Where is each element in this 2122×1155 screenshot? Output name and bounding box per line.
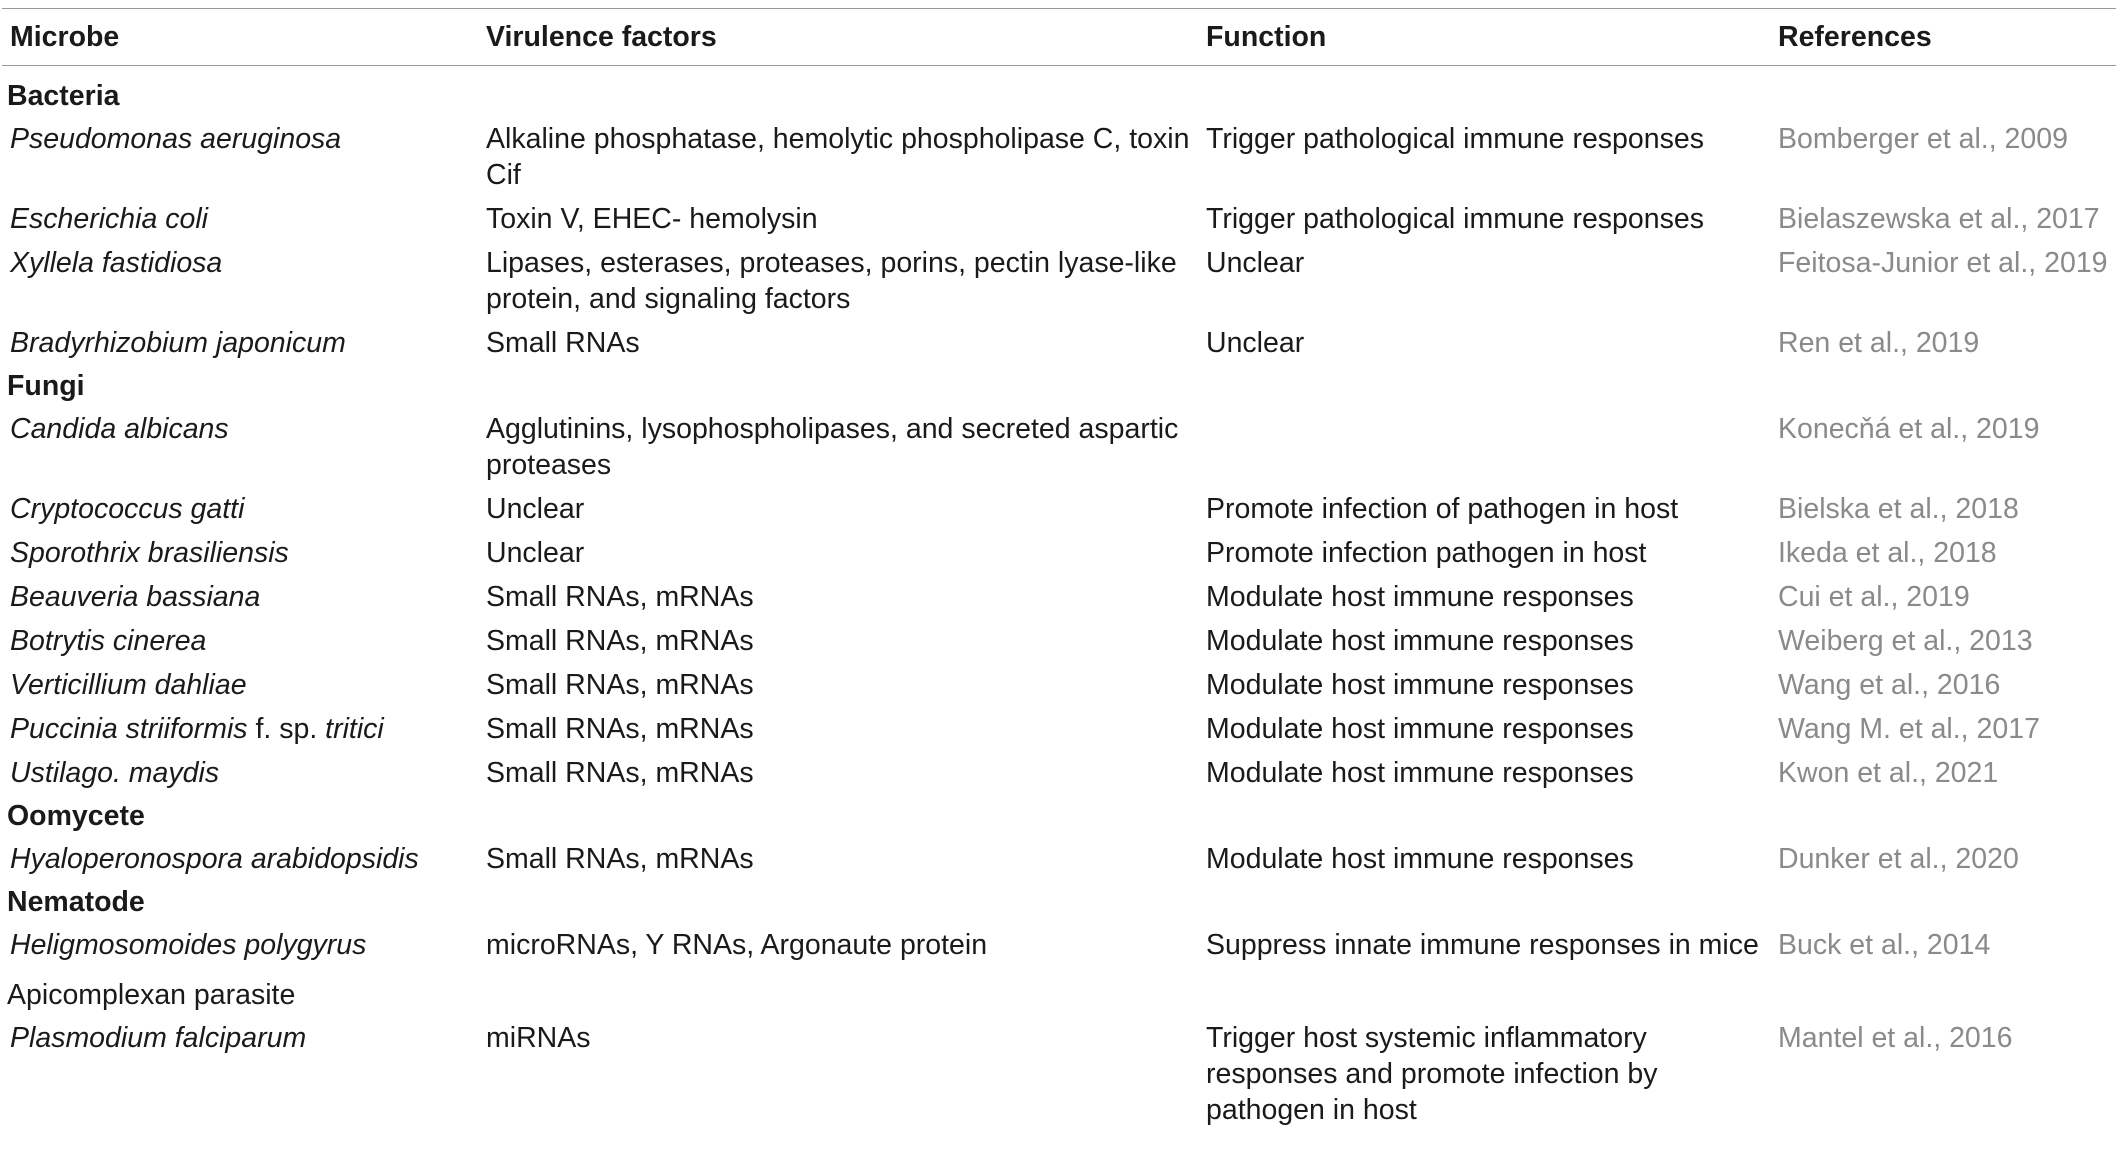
- microbe-cell: [2, 619, 478, 663]
- table-header: [2, 9, 2116, 66]
- reference-cell: Bielaszewska et al., 2017: [1778, 203, 2100, 235]
- microbe-cell: [2, 707, 478, 751]
- function-cell: Modulate host immune responses: [1206, 757, 1634, 789]
- table-row: [2, 1016, 2116, 1132]
- function-cell: Suppress innate immune responses in mice: [1206, 929, 1759, 961]
- table-row: [2, 241, 2116, 321]
- microbe-name-qualifier: f. sp.: [247, 713, 326, 745]
- table-row: [2, 923, 2116, 967]
- function-cell: Modulate host immune responses: [1206, 625, 1634, 657]
- table-row: [2, 575, 2116, 619]
- reference-cell: Weiberg et al., 2013: [1778, 625, 2033, 657]
- reference-cell: Bomberger et al., 2009: [1778, 123, 2068, 155]
- table-row: [2, 197, 2116, 241]
- microbe-name: Puccinia striiformis: [10, 713, 248, 745]
- virulence-cell: Agglutinins, lysophospholipases, and secreted aspartic proteases: [486, 413, 1179, 481]
- header-microbe: Microbe: [2, 9, 478, 66]
- microbe-cell: [2, 241, 478, 321]
- microbe-name: Hyaloperonospora arabidopsidis: [10, 843, 419, 875]
- group-row: [2, 967, 2116, 1016]
- group-row: [2, 365, 2116, 407]
- header-row: [2, 9, 2116, 66]
- microbe-name: Candida albicans: [10, 413, 229, 445]
- microbe-name: Beauveria bassiana: [10, 581, 261, 613]
- reference-cell: Feitosa-Junior et al., 2019: [1778, 247, 2108, 279]
- microbe-name: Bradyrhizobium japonicum: [10, 327, 346, 359]
- virulence-cell: microRNAs, Y RNAs, Argonaute protein: [486, 929, 988, 961]
- virulence-cell: Toxin V, EHEC- hemolysin: [486, 203, 818, 235]
- microbe-name: Verticillium dahliae: [10, 669, 247, 701]
- function-cell: Modulate host immune responses: [1206, 581, 1634, 613]
- function-cell: Modulate host immune responses: [1206, 713, 1634, 745]
- reference-cell: Konecňá et al., 2019: [1778, 413, 2040, 445]
- microbe-cell: [2, 837, 478, 881]
- header-references: References: [1770, 9, 2116, 66]
- microbe-cell: [2, 751, 478, 795]
- microbe-cell: [2, 197, 478, 241]
- reference-cell: Wang et al., 2016: [1778, 669, 2001, 701]
- microbe-name: Ustilago. maydis: [10, 757, 220, 789]
- microbe-name: Sporothrix brasiliensis: [10, 537, 289, 569]
- group-row: [2, 881, 2116, 923]
- microbe-cell: [2, 923, 478, 967]
- virulence-cell: Small RNAs, mRNAs: [486, 713, 754, 745]
- reference-cell: Bielska et al., 2018: [1778, 493, 2019, 525]
- microbe-cell: [2, 407, 478, 487]
- function-cell: Promote infection pathogen in host: [1206, 537, 1647, 569]
- group-label: Bacteria: [7, 80, 120, 112]
- table-row: [2, 751, 2116, 795]
- table-row: [2, 117, 2116, 197]
- microbe-cell: [2, 321, 478, 365]
- reference-cell: Ren et al., 2019: [1778, 327, 1980, 359]
- microbe-cell: [2, 1016, 478, 1132]
- table-row: [2, 619, 2116, 663]
- microbe-name: Botrytis cinerea: [10, 625, 207, 657]
- virulence-cell: Small RNAs, mRNAs: [486, 843, 754, 875]
- table-row: [2, 487, 2116, 531]
- microbe-name: Cryptococcus gatti: [10, 493, 245, 525]
- header-function: Function: [1198, 9, 1770, 66]
- table-row: [2, 321, 2116, 365]
- virulence-cell: Small RNAs, mRNAs: [486, 669, 754, 701]
- reference-cell: Buck et al., 2014: [1778, 929, 1991, 961]
- table-row: [2, 837, 2116, 881]
- table-body: [2, 66, 2116, 1133]
- group-row: [2, 795, 2116, 837]
- microbe-cell: [2, 531, 478, 575]
- microbe-cell: [2, 117, 478, 197]
- function-cell: Unclear: [1206, 247, 1305, 279]
- group-label: Oomycete: [7, 800, 145, 832]
- group-label: Nematode: [7, 886, 145, 918]
- group-label: Apicomplexan parasite: [7, 979, 296, 1011]
- table-row: [2, 663, 2116, 707]
- virulence-cell: miRNAs: [486, 1022, 591, 1054]
- virulence-cell: Small RNAs, mRNAs: [486, 625, 754, 657]
- function-cell: Trigger host systemic inflammatory responses and promote infection by pathogen in host: [1206, 1022, 1658, 1126]
- table-row: [2, 531, 2116, 575]
- group-row: [2, 66, 2116, 118]
- function-cell: Trigger pathological immune responses: [1206, 203, 1704, 235]
- microbe-cell: [2, 487, 478, 531]
- reference-cell: Dunker et al., 2020: [1778, 843, 2019, 875]
- virulence-cell: Small RNAs, mRNAs: [486, 757, 754, 789]
- virulence-cell: Lipases, esterases, proteases, porins, pectin lyase-like protein, and signaling factors: [486, 247, 1177, 315]
- function-cell: Modulate host immune responses: [1206, 843, 1634, 875]
- microbe-name: Heligmosomoides polygyrus: [10, 929, 367, 961]
- virulence-cell: Alkaline phosphatase, hemolytic phospholipase C, toxin Cif: [486, 123, 1190, 191]
- function-cell: Trigger pathological immune responses: [1206, 123, 1704, 155]
- function-cell: Modulate host immune responses: [1206, 669, 1634, 701]
- microbe-name-forma: tritici: [325, 713, 384, 745]
- table-row: [2, 407, 2116, 487]
- header-virulence-factors: Virulence factors: [478, 9, 1198, 66]
- reference-cell: Ikeda et al., 2018: [1778, 537, 1997, 569]
- function-cell: Promote infection of pathogen in host: [1206, 493, 1679, 525]
- reference-cell: Cui et al., 2019: [1778, 581, 1970, 613]
- microbe-name: Xyllela fastidiosa: [10, 247, 223, 279]
- virulence-cell: Small RNAs: [486, 327, 640, 359]
- virulence-factors-table: [2, 8, 2116, 1132]
- function-cell: [1198, 407, 1770, 487]
- microbe-name: Plasmodium falciparum: [10, 1022, 307, 1054]
- reference-cell: Wang M. et al., 2017: [1778, 713, 2040, 745]
- microbe-cell: [2, 575, 478, 619]
- microbe-name: Escherichia coli: [10, 203, 208, 235]
- function-cell: Unclear: [1206, 327, 1305, 359]
- group-label: Fungi: [7, 370, 85, 402]
- microbe-cell: [2, 663, 478, 707]
- virulence-cell: Small RNAs, mRNAs: [486, 581, 754, 613]
- reference-cell: Mantel et al., 2016: [1778, 1022, 2013, 1054]
- microbe-name: Pseudomonas aeruginosa: [10, 123, 342, 155]
- virulence-cell: Unclear: [486, 537, 585, 569]
- virulence-cell: Unclear: [486, 493, 585, 525]
- reference-cell: Kwon et al., 2021: [1778, 757, 1999, 789]
- table-row: [2, 707, 2116, 751]
